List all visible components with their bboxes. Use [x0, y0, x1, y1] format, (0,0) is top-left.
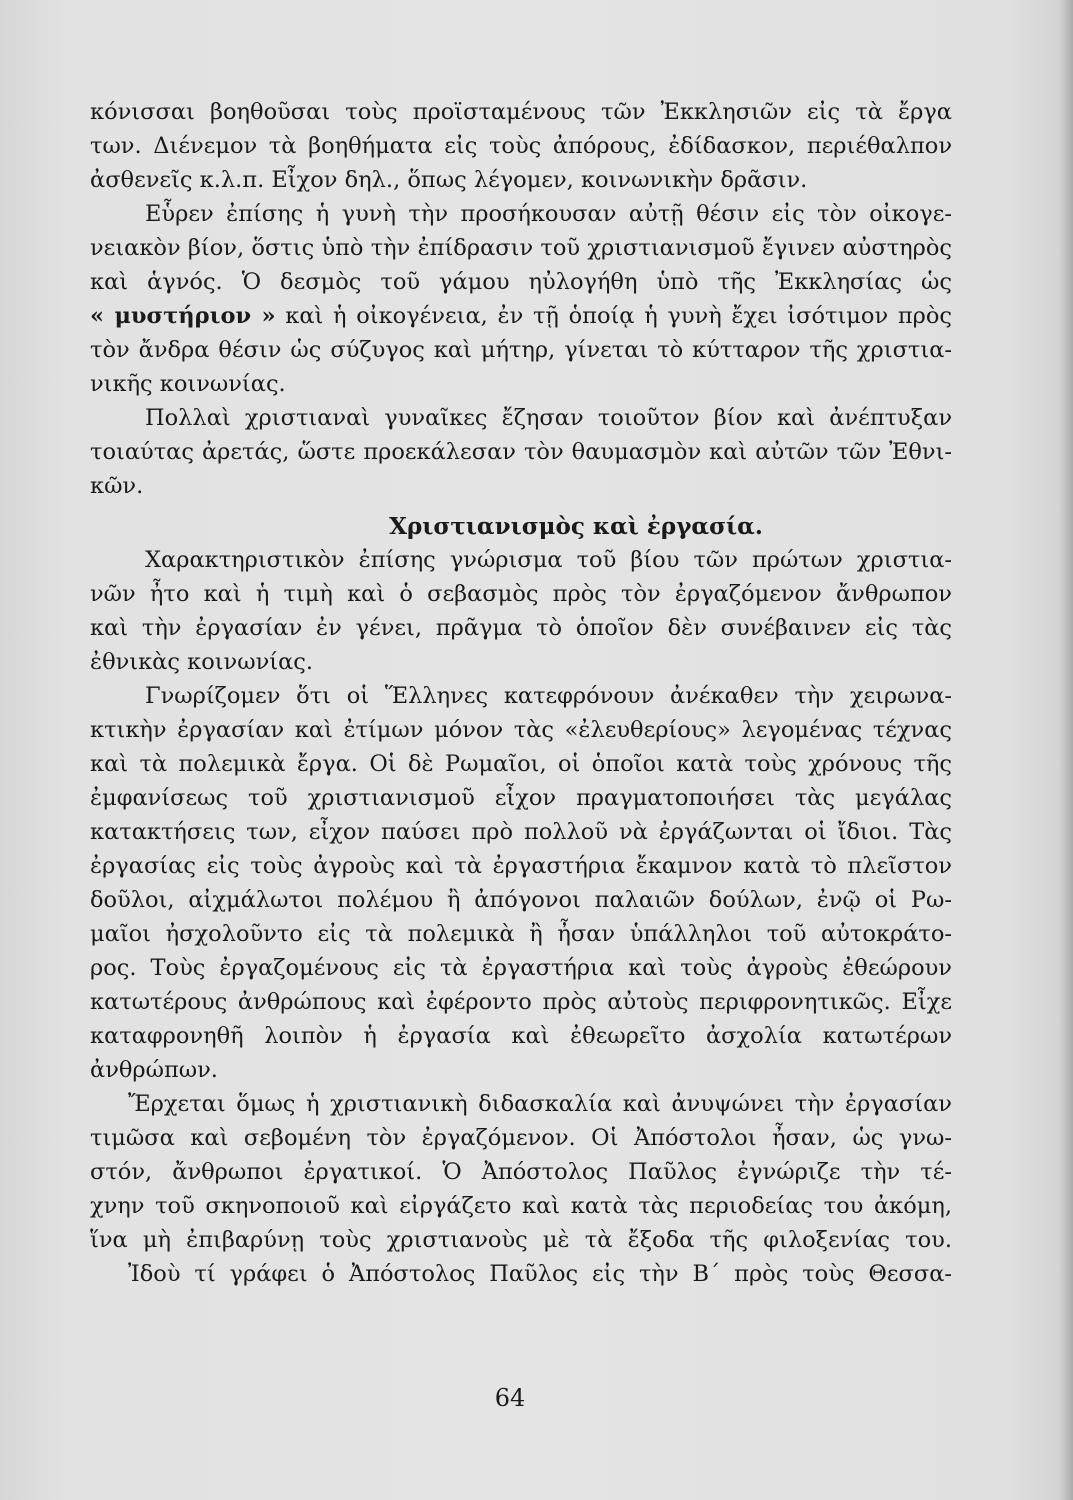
bold-term-mystery: « μυστήριον »	[90, 303, 276, 329]
text-block-bottom	[90, 543, 952, 1291]
text-line: νικῆς κοινωνίας.	[90, 371, 286, 397]
text-line: κτικὴν ἐργασίαν καὶ ἐτίμων μόνον τὰς «ἐλευθερίους» λεγομένας τέχνας	[90, 717, 952, 743]
text-line: Χαρακτηριστικὸν ἐπίσης γνώρισμα τοῦ βίου τῶν πρώτων χριστια-	[145, 547, 952, 573]
text-line: καὶ τὰ πολεμικὰ ἔργα. Οἱ δὲ Ρωμαῖοι, οἱ ὁποῖοι κατὰ τοὺς χρόνους τῆς	[90, 751, 952, 777]
text-line: χνην τοῦ σκηνοποιοῦ καὶ εἰργάζετο καὶ κατὰ τὰς περιοδείας του ἀκόμη,	[90, 1193, 952, 1219]
text-line: τιμῶσα καὶ σεβομένη τὸν ἐργαζόμενον. Οἱ Ἀπόστολοι ἦσαν, ὡς γνω-	[90, 1125, 952, 1151]
section-heading: Χριστιανισμὸς καὶ ἐργασία.	[389, 513, 763, 540]
text-line: ἵνα μὴ ἐπιβαρύνῃ τοὺς χριστιανοὺς μὲ τὰ ἔξοδα τῆς φιλοξενίας του.	[90, 1227, 952, 1253]
text-line: ρος. Τοὺς ἐργαζομένους εἰς τὰ ἐργαστήρια καὶ τοὺς ἀγροὺς ἐθεώρουν	[90, 955, 952, 981]
text-line: ἐμφανίσεως τοῦ χριστιανισμοῦ εἶχον πραγματοποιήσει τὰς μεγάλας	[90, 785, 952, 811]
text-line: στόν, ἄνθρωποι ἐργατικοί. Ὁ Ἀπόστολος Παῦλος ἐγνώριζε τὴν τέ-	[90, 1159, 952, 1185]
text-line: Πολλαὶ χριστιαναὶ γυναῖκες ἔζησαν τοιοῦτον βίον καὶ ἀνέπτυξαν	[145, 405, 952, 431]
text-line: ἐθνικὰς κοινωνίας.	[90, 649, 314, 675]
text-line: μαῖοι ἠσχολοῦντο εἰς τὰ πολεμικὰ ἢ ἦσαν ὑπάλληλοι τοῦ αὐτοκράτο-	[90, 921, 952, 947]
text-line: τοιαύτας ἀρετάς, ὥστε προεκάλεσαν τὸν θαυμασμὸν καὶ αὐτῶν τῶν Ἐθνι-	[90, 439, 952, 465]
text-line: κόνισσαι βοηθοῦσαι τοὺς προϊσταμένους τῶν Ἐκκλησιῶν εἰς τὰ ἔργα	[90, 99, 952, 125]
text-line: κατακτήσεις των, εἶχον παύσει πρὸ πολλοῦ νὰ ἐργάζωνται οἱ ἴδιοι. Τὰς	[90, 819, 952, 845]
text-block-middle	[90, 333, 952, 503]
text-line: νειακὸν βίον, ὅστις ὑπὸ τὴν ἐπίδρασιν τοῦ χριστιανισμοῦ ἔγινεν αὐστηρὸς	[90, 235, 952, 261]
text-line: ἀνθρώπων.	[90, 1057, 218, 1083]
text-line: νῶν ἦτο καὶ ἡ τιμὴ καὶ ὁ σεβασμὸς πρὸς τὸν ἐργαζόμενον ἄνθρωπον	[90, 581, 952, 607]
text-line: καὶ ἁγνός. Ὁ δεσμὸς τοῦ γάμου ηὐλογήθη ὑπὸ τῆς Ἐκκλησίας ὡς	[90, 269, 952, 295]
text-line: Ἰδοὺ τί γράφει ὁ Ἀπόστολος Παῦλος εἰς τὴν Β΄ πρὸς τοὺς Θεσσα-	[128, 1261, 952, 1287]
text-line: Γνωρίζομεν ὅτι οἱ Ἕλληνες κατεφρόνουν ἀνέκαθεν τὴν χειρωνα-	[145, 683, 952, 709]
text-line: Ἔρχεται ὅμως ἡ χριστιανικὴ διδασκαλία καὶ ἀνυψώνει τὴν ἐργασίαν	[128, 1091, 952, 1117]
text-line: καὶ τὴν ἐργασίαν ἐν γένει, πρᾶγμα τὸ ὁποῖον δὲν συνέβαινεν εἰς τὰς	[90, 615, 952, 641]
text-line: ἀσθενεῖς κ.λ.π. Εἶχον δηλ., ὅπως λέγομεν, κοινωνικὴν δρᾶσιν.	[90, 167, 808, 193]
text-line: δοῦλοι, αἰχμάλωτοι πολέμου ἢ ἀπόγονοι παλαιῶν δούλων, ἐνῷ οἱ Ρω-	[90, 887, 952, 913]
text-block-top	[90, 95, 952, 299]
text-line-mystery	[90, 299, 952, 333]
text-line: των. Διένεμον τὰ βοηθήματα εἰς τοὺς ἀπόρους, ἐδίδασκον, περιέθαλπον	[90, 133, 952, 159]
text-line: κῶν.	[90, 473, 144, 499]
text-line: Εὗρεν ἐπίσης ἡ γυνὴ τὴν προσήκουσαν αὐτῇ θέσιν εἰς τὸν οἰκογε-	[145, 201, 952, 227]
text-line-mystery-rest: καὶ ἡ οἰκογένεια, ἐν τῇ ὁποίᾳ ἡ γυνὴ ἔχει ἰσότιμον πρὸς	[275, 303, 952, 329]
text-line: κατωτέρους ἀνθρώπους καὶ ἐφέροντο πρὸς αὐτοὺς περιφρονητικῶς. Εἶχε	[90, 989, 952, 1015]
text-line: καταφρονηθῆ λοιπὸν ἡ ἐργασία καὶ ἐθεωρεῖτο ἀσχολία κατωτέρων	[90, 1023, 952, 1049]
page-number: 64	[494, 1384, 526, 1412]
text-line: τὸν ἄνδρα θέσιν ὡς σύζυγος καὶ μήτηρ, γίνεται τὸ κύτταρον τῆς χριστια-	[90, 337, 952, 363]
page-edge-shadow	[1059, 0, 1073, 1500]
body-text	[90, 95, 952, 1291]
text-line: ἐργασίας εἰς τοὺς ἀγροὺς καὶ τὰ ἐργαστήρια ἔκαμνον κατὰ τὸ πλεῖστον	[90, 853, 952, 879]
